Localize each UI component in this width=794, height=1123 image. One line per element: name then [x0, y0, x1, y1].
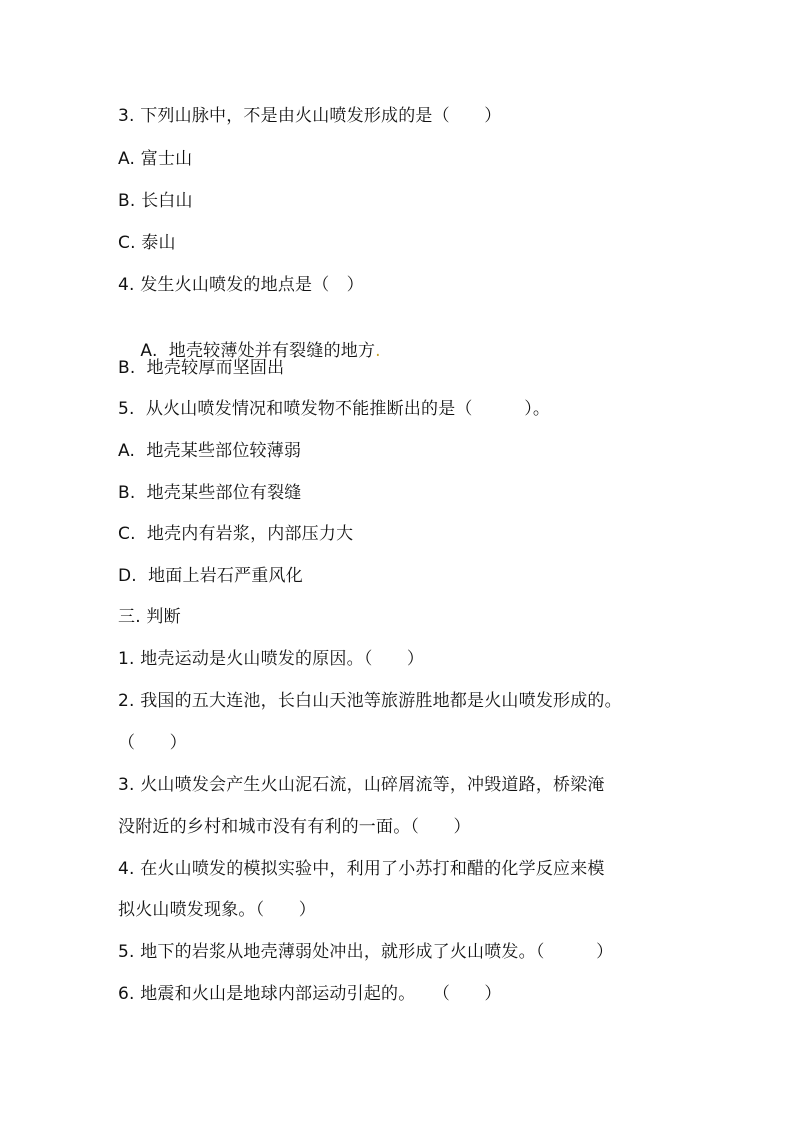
section-title-judgment: 三. 判断 — [118, 607, 181, 627]
judgment-2: 2. 我国的五大连池，长白山天池等旅游胜地都是火山喷发形成的。 — [118, 691, 622, 711]
judgment-6: 6. 地震和火山是地球内部运动引起的。 （ ） — [118, 984, 502, 1004]
judgment-4-line-2: 拟火山喷发现象。（ ） — [118, 900, 316, 920]
question-3: 3. 下列山脉中，不是由火山喷发形成的是（ ） — [118, 106, 502, 126]
judgment-2-brackets: （ ） — [118, 733, 187, 753]
question-3-option-b: B. 长白山 — [118, 191, 193, 211]
question-5-option-d: D. 地面上岩石严重风化 — [118, 566, 303, 586]
question-4-option-a-text: A. 地壳较薄处并有裂缝的地方 — [140, 341, 376, 361]
question-3-option-a: A. 富士山 — [118, 149, 193, 169]
question-5-option-b: B. 地壳某些部位有裂缝 — [118, 483, 302, 503]
judgment-3-line-2: 没附近的乡村和城市没有有利的一面。（ ） — [118, 817, 471, 837]
question-4: 4. 发生火山喷发的地点是（ ） — [118, 275, 364, 295]
judgment-1: 1. 地壳运动是火山喷发的原因。（ ） — [118, 649, 425, 669]
question-5-option-a: A. 地壳某些部位较薄弱 — [118, 441, 302, 461]
judgment-5: 5. 地下的岩浆从地壳薄弱处冲出，就形成了火山喷发。（ ） — [118, 942, 614, 962]
decorative-dot: . — [375, 341, 381, 361]
question-5-option-c: C. 地壳内有岩浆，内部压力大 — [118, 524, 354, 544]
question-4-option-b: B. 地壳较厚而坚固出 — [118, 358, 285, 378]
judgment-4-line-1: 4. 在火山喷发的模拟实验中，利用了小苏打和醋的化学反应来模 — [118, 859, 605, 879]
judgment-3-line-1: 3. 火山喷发会产生火山泥石流，山碎屑流等，冲毁道路，桥梁淹 — [118, 775, 605, 795]
question-5: 5. 从火山喷发情况和喷发物不能推断出的是（ ）。 — [118, 399, 551, 419]
question-3-option-c: C. 泰山 — [118, 233, 176, 253]
